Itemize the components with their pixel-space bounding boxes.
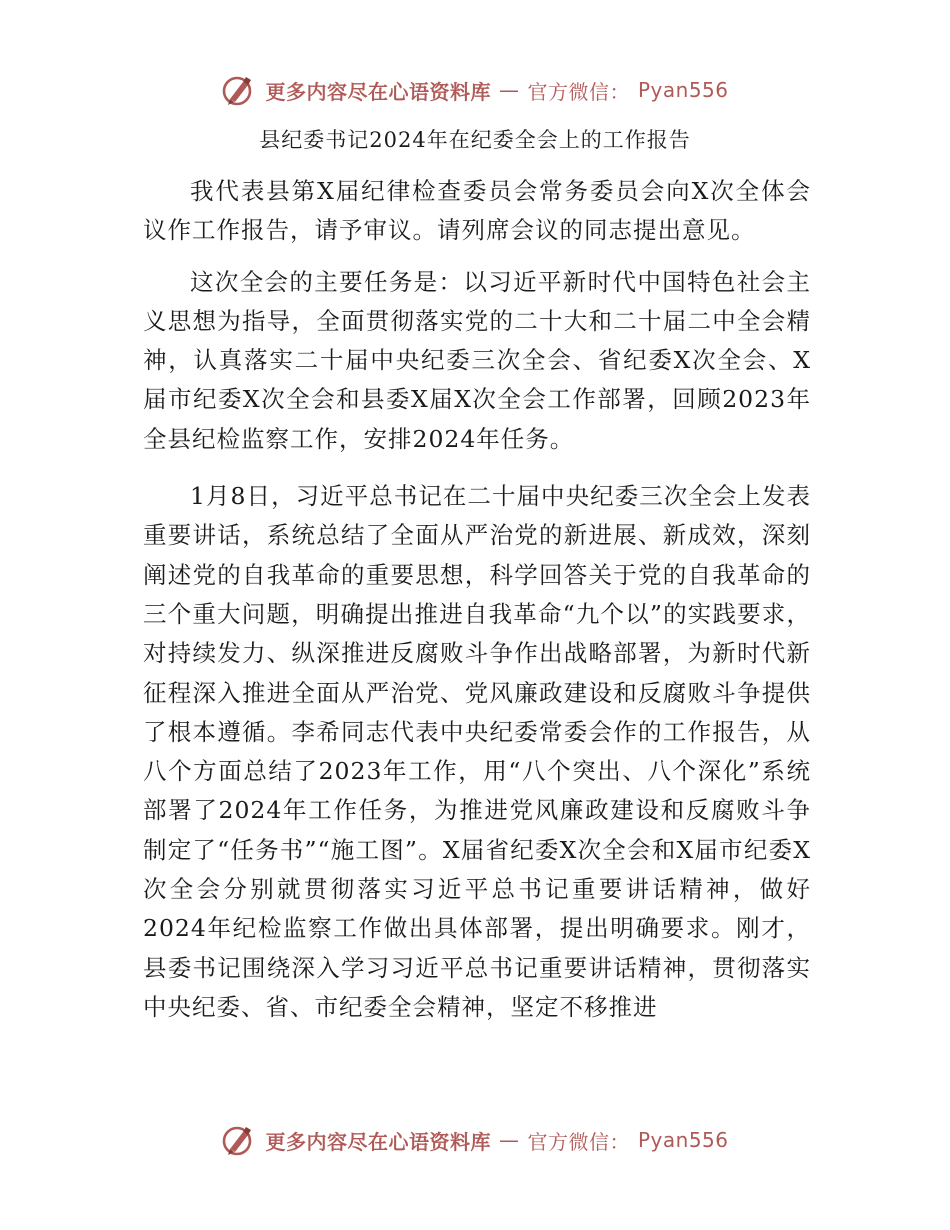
brand-name: 更多内容尽在心语资料库 — [265, 79, 491, 104]
paragraph: 1月8日，习近平总书记在二十届中央纪委三次全会上发表重要讲话，系统总结了全面从严治党的新进展、新成效，深刻阐述党的自我革命的重要思想，科学回答关于党的自我革命的三个重大问题，明确提出推进自我革命“九个以”的实践要求，对持续发力、纵深推进反腐败斗争作出战略部署，为新时代新征程深入推进全面从严治党、党风廉政建设和反腐败斗争提供了根本遵循。李希同志代表中央纪委常委会作的工作报告，从八个方面总结了2023年工作，用“八个突出、八个深化”系统部署了2024年工作任务，为推进党风廉政建设和反腐败斗争制定了“任务书”“施工图”。X届省纪委X次全会和X届市纪委X次全会分别就贯彻落实习近平总书记重要讲话精神，做好2024年纪检监察工作做出具体部署，提出明确要求。刚才，县委书记围绕深入学习习近平总书记重要讲话精神，贯彻落实中央纪委、省、市纪委全会精神，坚定不移推进 — [143, 482, 811, 1021]
wechat-label: 官方微信： — [527, 79, 630, 104]
paragraph: 我代表县第X届纪律检查委员会常务委员会向X次全体会议作工作报告，请予审议。请列席会议的同志提出意见。 — [143, 177, 811, 245]
paragraph: 这次全会的主要任务是：以习近平新时代中国特色社会主义思想为指导，全面贯彻落实党的二十大和二十届二中全会精神，认真落实二十届中央纪委三次全会、省纪委X次全会、X届市纪委X次全会和县委X届X次全会工作部署，回顾2023年全县纪检监察工作，安排2024年任务。 — [143, 267, 811, 453]
banner-separator: — — [498, 1128, 520, 1152]
document-body — [143, 172, 811, 1039]
document-title: 县纪委书记2024年在纪委全会上的工作报告 — [259, 128, 691, 152]
wechat-id: Pyan556 — [637, 1128, 729, 1152]
wechat-id: Pyan556 — [637, 78, 729, 102]
banner-separator: — — [498, 78, 520, 102]
wechat-label: 官方微信： — [527, 1129, 630, 1154]
pen-logo-icon — [221, 1122, 257, 1158]
pen-logo-icon — [221, 72, 257, 108]
watermark-banner-top — [0, 72, 950, 108]
watermark-banner-bottom — [0, 1122, 950, 1158]
brand-name: 更多内容尽在心语资料库 — [265, 1129, 491, 1154]
